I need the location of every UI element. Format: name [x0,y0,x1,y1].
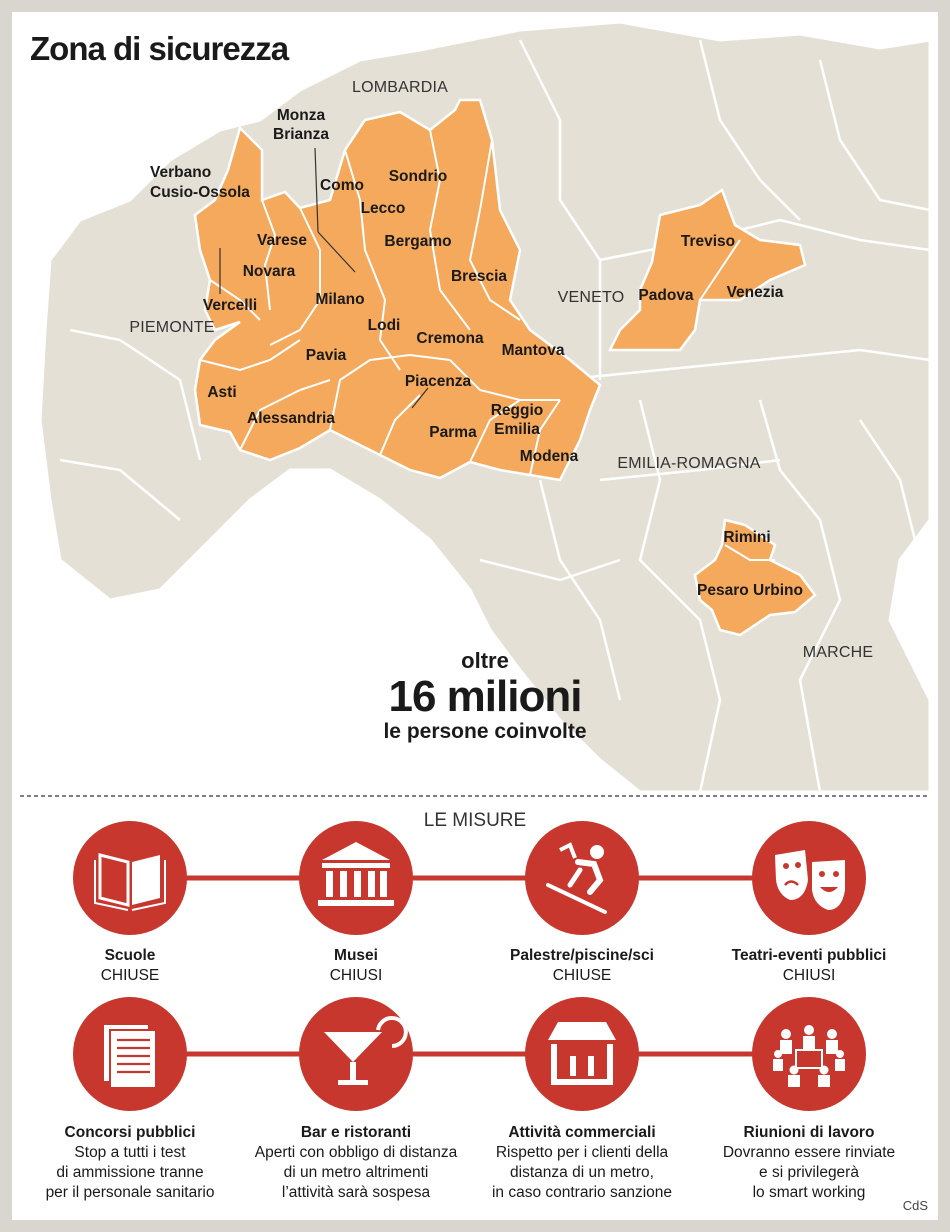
measure-line: Aperti con obbligo di distanza [254,1144,458,1161]
province-brianza: Brianza [273,126,329,143]
cocktail-glass-icon [299,997,413,1111]
page-title: Zona di sicurezza [30,30,289,67]
skier-icon [525,821,639,935]
measure-teatri [689,946,929,986]
stat-value: 16 milioni [388,672,582,721]
measure-line: l’attività sarà sospesa [281,1184,431,1201]
measure-line: Rispetto per i clienti della [495,1144,669,1161]
province-cusio-ossola: Cusio-Ossola [150,184,250,201]
book-icon [73,821,187,935]
measure-line: e si privilegerà [759,1164,859,1181]
measure-status: CHIUSI [329,967,383,984]
measure-status: CHIUSE [552,967,612,984]
measure-bar-ristoranti [236,1123,476,1203]
measure-line: lo smart working [752,1184,866,1201]
measure-musei [236,946,476,986]
theater-masks-icon [752,821,866,935]
measure-line: di un metro altrimenti [283,1164,429,1181]
measure-title: Riunioni di lavoro [743,1124,875,1141]
measure-title: Musei [334,947,378,964]
province-parma: Parma [429,424,477,441]
region-veneto: VENETO [557,289,625,306]
province-treviso: Treviso [680,233,736,250]
province-piacenza: Piacenza [404,373,472,390]
measure-line: in caso contrario sanzione [491,1184,673,1201]
measure-title: Concorsi pubblici [64,1124,196,1141]
province-alessandria: Alessandria [247,410,335,427]
measure-title: Teatri-eventi pubblici [731,947,887,964]
province-mantova: Mantova [501,342,565,359]
province-bergamo: Bergamo [384,233,452,250]
region-emilia-romagna: EMILIA-ROMAGNA [617,455,761,472]
measure-line: di ammissione tranne [56,1164,204,1181]
region-lombardia: LOMBARDIA [351,79,449,96]
measure-status: CHIUSE [100,967,160,984]
province-como: Como [320,177,364,194]
measures-title: LE MISURE [423,810,527,831]
province-asti: Asti [207,384,237,401]
measure-title: Scuole [104,947,156,964]
documents-icon [73,997,187,1111]
measure-title: Attività commerciali [508,1124,656,1141]
province-varese: Varese [257,232,307,249]
province-vercelli: Vercelli [202,297,258,314]
region-marche: MARCHE [802,644,874,661]
province-verbano: Verbano [150,164,212,181]
province-rimini: Rimini [723,529,771,546]
province-lecco: Lecco [360,200,406,217]
measure-scuole [10,946,250,986]
province-brescia: Brescia [450,268,508,285]
measure-riunioni [689,1123,929,1203]
stat-prefix: oltre [461,648,509,673]
province-venezia: Venezia [726,284,784,301]
measure-line: Stop a tutti i test [74,1144,186,1161]
province-padova: Padova [638,287,694,304]
province-pavia: Pavia [305,347,347,364]
measure-attivita-commerciali [462,1123,702,1203]
museum-icon [299,821,413,935]
region-piemonte: PIEMONTE [129,319,215,336]
shop-icon [525,997,639,1111]
province-milano: Milano [315,291,365,308]
province-modena: Modena [519,448,579,465]
province-emilia: Emilia [494,421,540,438]
measure-line: distanza di un metro, [510,1164,654,1181]
province-reggio: Reggio [490,402,544,419]
measure-status: CHIUSI [782,967,836,984]
stat-suffix: le persone coinvolte [383,720,587,743]
meeting-people-icon [752,997,866,1111]
province-sondrio: Sondrio [388,168,448,185]
province-novara: Novara [242,263,296,280]
province-pesaro-urbino: Pesaro Urbino [697,582,803,599]
province-monza: Monza [276,107,326,124]
province-lodi: Lodi [367,317,401,334]
measure-line: Dovranno essere rinviate [722,1144,896,1161]
province-cremona: Cremona [416,330,484,347]
credit: CdS [902,1198,928,1213]
measure-line: per il personale sanitario [45,1184,215,1201]
measure-title: Palestre/piscine/sci [510,947,654,964]
measure-title: Bar e ristoranti [300,1124,412,1141]
measure-palestre [462,946,702,986]
measure-concorsi [10,1123,250,1203]
